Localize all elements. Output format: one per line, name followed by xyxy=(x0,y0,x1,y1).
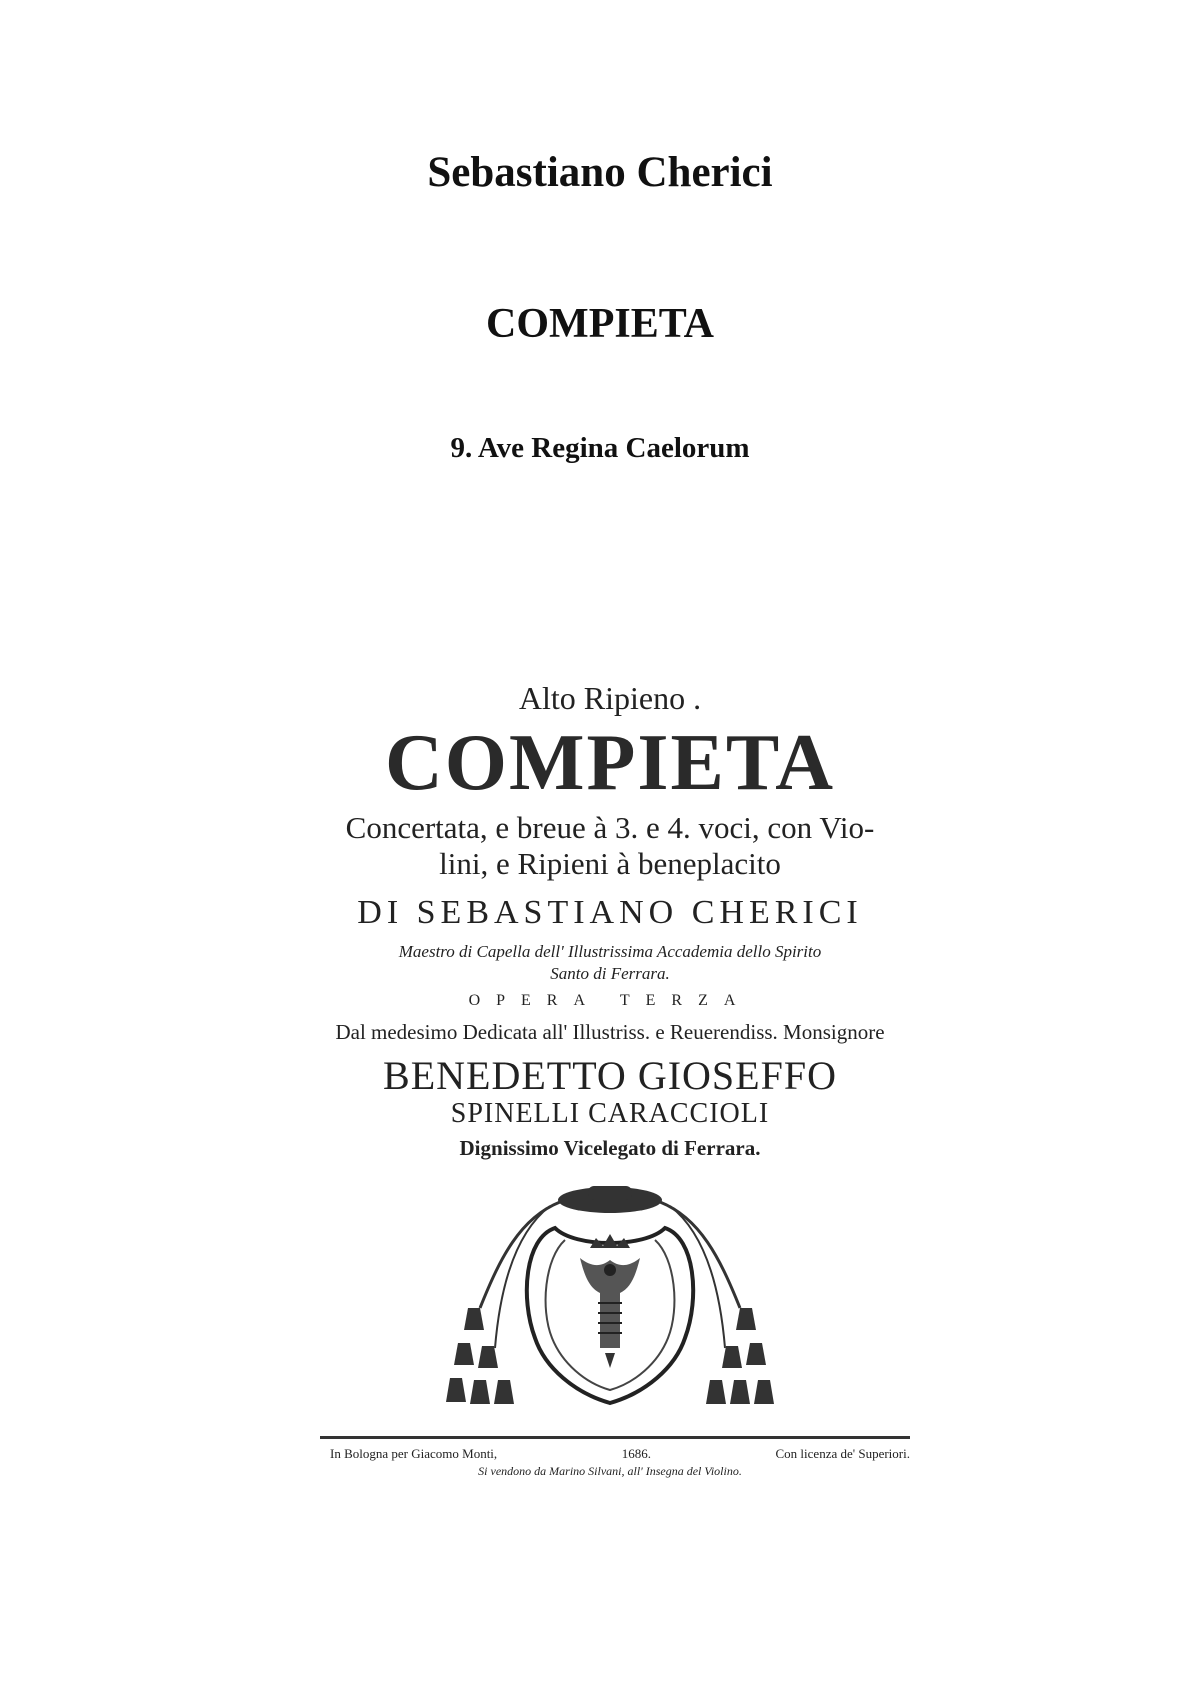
facsimile-dedicatee-line1: BENEDETTO GIOSEFFO xyxy=(383,1053,837,1098)
imprint-year: 1686. xyxy=(621,1446,651,1461)
composer-name: Sebastiano Cherici xyxy=(427,149,773,196)
work-title: COMPIETA xyxy=(486,301,714,347)
imprint-license: Con licenza de' Superiori. xyxy=(775,1446,910,1461)
facsimile-dedicatee-line2: SPINELLI CARACCIOLI xyxy=(450,1098,770,1129)
facsimile-opus: OPERA TERZA xyxy=(468,992,752,1009)
imprint-line xyxy=(330,1446,910,1462)
imprint-rule xyxy=(320,1436,910,1439)
facsimile-dedicatee-title: Dignissimo Vicelegato di Ferrara. xyxy=(459,1136,761,1160)
facsimile-composer-line: DI SEBASTIANO CHERICI xyxy=(357,894,863,931)
facsimile-subtitle-line1: Concertata, e breue à 3. e 4. voci, con Vio- xyxy=(345,810,875,845)
imprint-place: In Bologna per Giacomo Monti, xyxy=(330,1446,498,1461)
facsimile-title: COMPIETA xyxy=(384,719,836,807)
piece-title: 9. Ave Regina Caelorum xyxy=(450,432,750,464)
coat-of-arms-icon xyxy=(440,1178,780,1416)
imprint-seller: Si vendono da Marino Silvani, all' Insegna del Violino. xyxy=(478,1464,742,1478)
facsimile-position-line2: Santo di Ferrara. xyxy=(550,964,670,983)
facsimile-title-page xyxy=(300,680,920,1520)
facsimile-subtitle-line2: lini, e Ripieni à beneplacito xyxy=(439,846,781,881)
facsimile-part-name: Alto Ripieno . xyxy=(518,680,702,716)
facsimile-position-line1: Maestro di Capella dell' Illustrissima Accademia dello Spirito xyxy=(398,942,822,961)
facsimile-dedication: Dal medesimo Dedicata all' Illustriss. e Reuerendiss. Monsignore xyxy=(335,1020,885,1044)
